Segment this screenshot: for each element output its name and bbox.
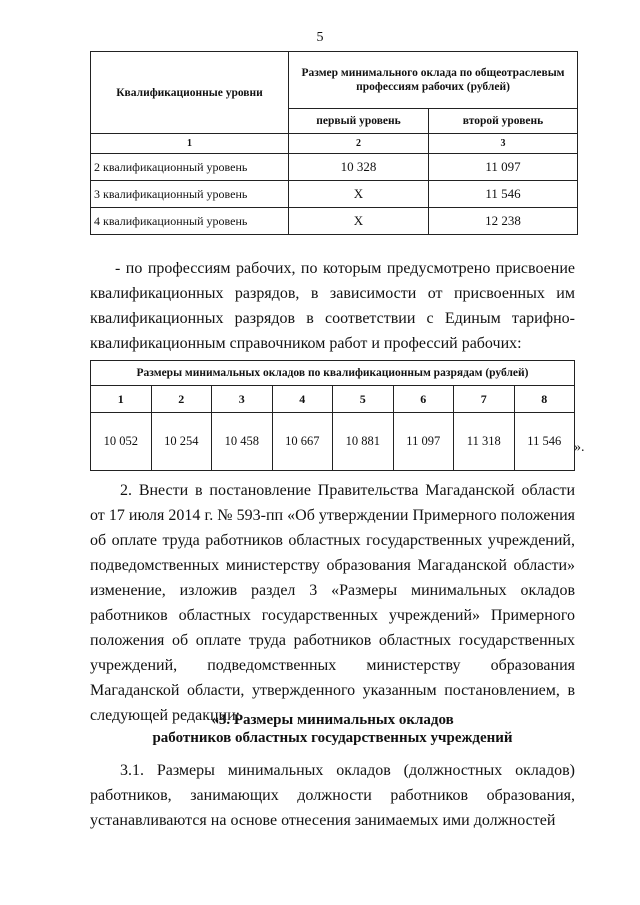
second-level-value: 12 238	[429, 208, 578, 235]
header-levels: Квалификационные уровни	[91, 52, 289, 134]
header-second-level: второй уровень	[429, 109, 578, 134]
table-row	[91, 181, 578, 208]
level-name: 3 квалификационный уровень	[91, 181, 289, 208]
heading-line: работников областных государственных учреждений	[152, 730, 513, 746]
first-level-value: Х	[289, 181, 429, 208]
table-caption: Размеры минимальных окладов по квалификационным разрядам (рублей)	[91, 361, 575, 386]
level-name: 2 квалификационный уровень	[91, 154, 289, 181]
second-level-value: 11 097	[429, 154, 578, 181]
closing-quote: ».	[574, 440, 585, 455]
table-row	[91, 208, 578, 235]
paragraph-3-1	[90, 758, 575, 833]
first-level-value: 10 328	[289, 154, 429, 181]
rank-salary: 10 254	[151, 413, 212, 471]
column-number: 2	[289, 134, 429, 154]
first-level-value: Х	[289, 208, 429, 235]
table-row	[91, 154, 578, 181]
rank-number: 8	[514, 386, 575, 413]
header-first-level: первый уровень	[289, 109, 429, 134]
header-size: Размер минимального оклада по общеотраслевым профессиям рабочих (рублей)	[289, 52, 578, 109]
rank-salary: 11 097	[393, 413, 454, 471]
table-number-row	[91, 386, 575, 413]
table-caption-row	[91, 361, 575, 386]
rank-salary: 10 052	[91, 413, 152, 471]
paragraph-workers	[90, 256, 575, 356]
second-level-value: 11 546	[429, 181, 578, 208]
rank-salary: 11 546	[514, 413, 575, 471]
table-qualification-ranks	[90, 360, 575, 471]
section-heading	[90, 711, 575, 747]
rank-number: 2	[151, 386, 212, 413]
rank-number: 1	[91, 386, 152, 413]
table-row	[91, 413, 575, 471]
paragraph-3-1-text: 3.1. Размеры минимальных окладов (должностных окладов) работников, занимающих должности работников образования, устанавливаются на основе отнесения занимаемых ими должностей	[90, 762, 575, 829]
rank-number: 7	[454, 386, 515, 413]
rank-salary: 11 318	[454, 413, 515, 471]
table-number-row	[91, 134, 578, 154]
paragraph-2-text: 2. Внести в постановление Правительства Магаданской области от 17 июля 2014 г. № 593-пп «Об утверждении Примерного положения об оплате труда работников областных государственных учреждений, подведомственных министерству образования Магаданской области» изменение, изложив раздел 3 «Размеры минимальных окладов работников областных государственных учреждений» Примерного положения об оплате труда работников областных государственных учреждений, подведомственных министерству образования Магаданской области, утвержденного указанным постановлением, в следующей редакции:	[90, 482, 575, 724]
heading-line: «3. Размеры минимальных окладов	[211, 712, 454, 728]
column-number: 1	[91, 134, 289, 154]
level-name: 4 квалификационный уровень	[91, 208, 289, 235]
rank-number: 5	[333, 386, 394, 413]
rank-number: 3	[212, 386, 273, 413]
rank-salary: 10 667	[272, 413, 333, 471]
column-number: 3	[429, 134, 578, 154]
paragraph-2	[90, 478, 575, 728]
table-header-row	[91, 52, 578, 109]
page-number: 5	[316, 30, 324, 45]
rank-number: 4	[272, 386, 333, 413]
rank-salary: 10 458	[212, 413, 273, 471]
rank-salary: 10 881	[333, 413, 394, 471]
table-worker-levels	[90, 51, 578, 235]
paragraph-workers-text: - по профессиям рабочих, по которым предусмотрено присвоение квалификационных разрядов, в зависимости от присвоенных им квалификационных разрядов в соответствии с Единым тарифно-квалификационным справочником работ и профессий рабочих:	[90, 260, 575, 352]
rank-number: 6	[393, 386, 454, 413]
